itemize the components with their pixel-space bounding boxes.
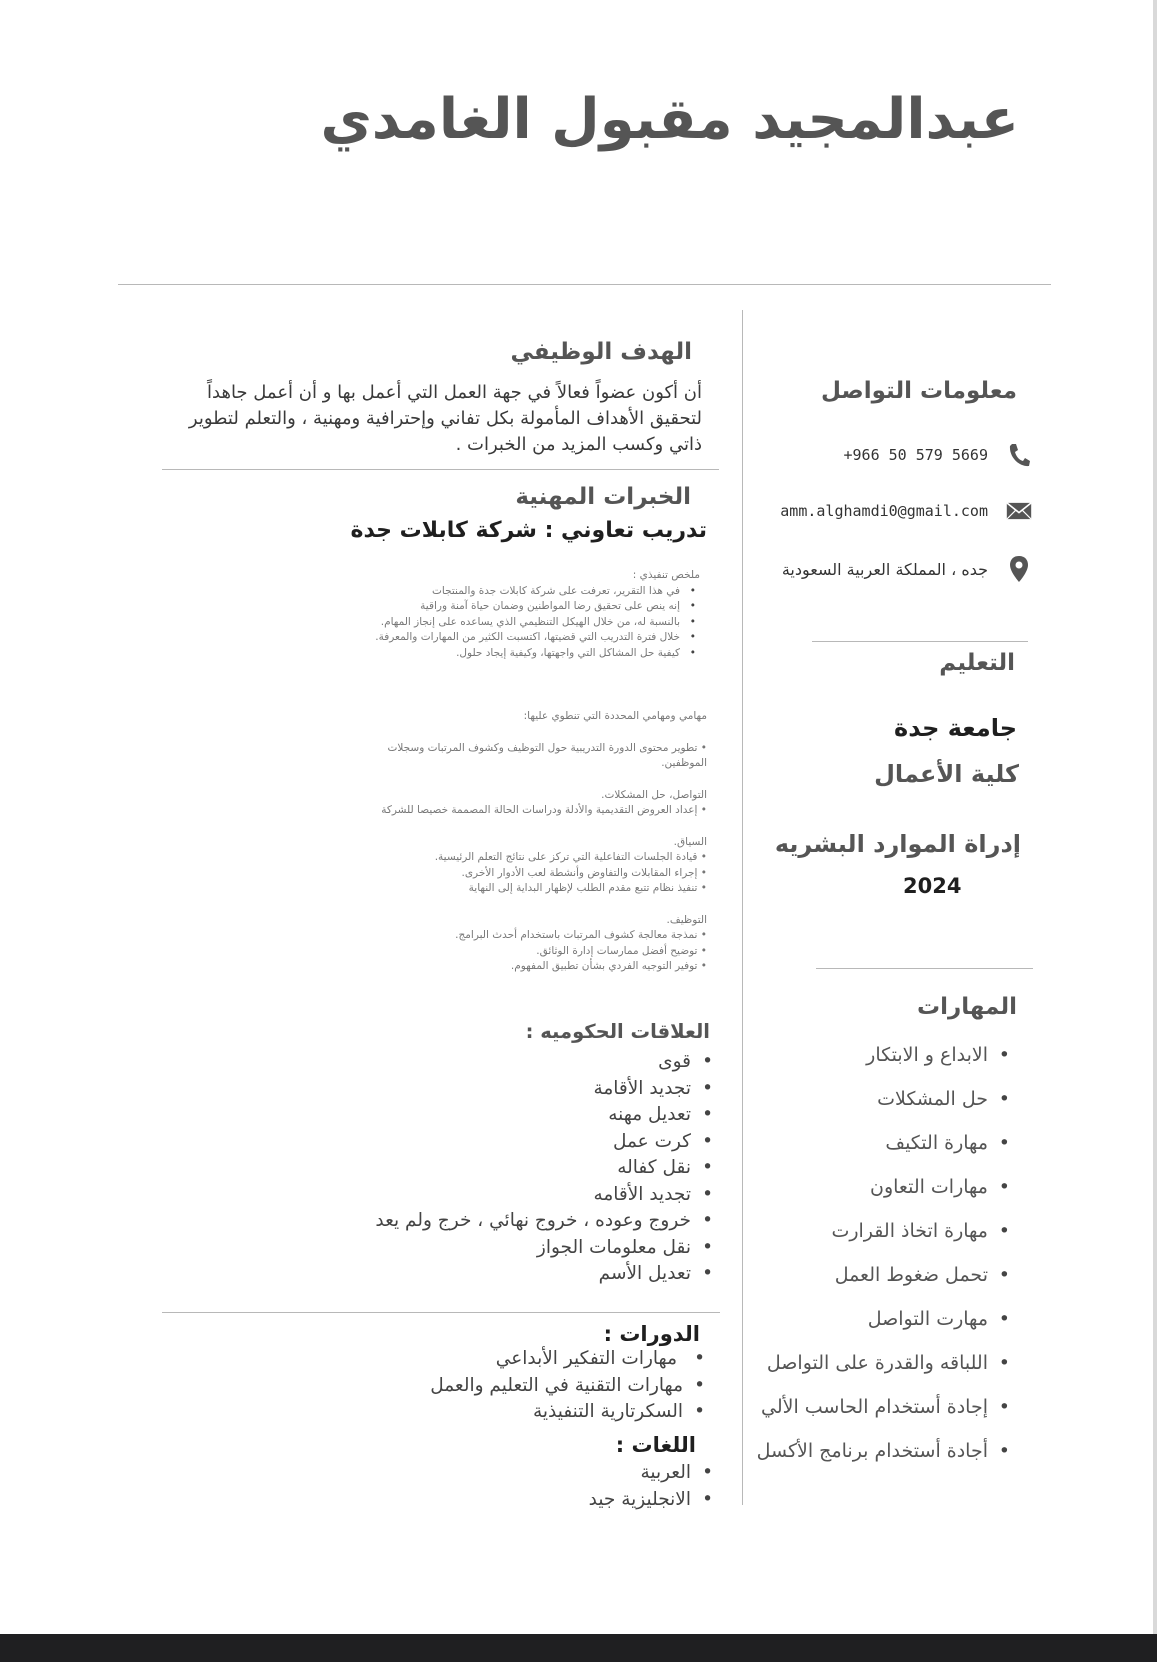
task-item: • تطوير محتوى الدورة التدريبية حول التوظيف وكشوف المرتبات وسجلات الموظفين. xyxy=(387,741,707,769)
languages-list xyxy=(415,1460,715,1513)
objective-heading: الهدف الوظيفي xyxy=(510,339,692,365)
candidate-name: عبدالمجيد مقبول الغامدي xyxy=(320,87,1019,152)
comm-item: • إعداد العروض التقديمية والأدلة ودراسات الحالة المصممة خصيصا للشركة xyxy=(381,804,707,816)
context-label: السياق. xyxy=(673,835,707,848)
summary-label: ملخص تنفيذي : xyxy=(632,569,700,581)
language-item: • الانجليزية جيد xyxy=(415,1487,691,1514)
skill-item: • مهارة اتخاذ القرارت xyxy=(612,1209,988,1253)
hiring-item: • نمذجة معالجة كشوف المرتبات باستخدام أحدث البرامج. xyxy=(455,929,707,941)
hiring-item: • توفير التوجيه الفردي بشأن تطبيق المفهوم. xyxy=(510,960,707,972)
location-text: جده ، المملكة العربية السعودية xyxy=(781,559,988,579)
skill-item: • مهارات التعاون xyxy=(612,1165,988,1209)
email-address[interactable]: amm.alghamdi0@gmail.com xyxy=(780,502,988,520)
languages-heading: اللغات : xyxy=(615,1433,696,1457)
contact-phone-row xyxy=(844,440,1033,470)
course-item: • السكرتارية التنفيذية xyxy=(307,1399,683,1426)
university-name: جامعة جدة xyxy=(894,714,1017,742)
objective-divider xyxy=(162,469,719,470)
government-item: • نقل معلومات الجواز xyxy=(295,1235,691,1262)
government-item: • تعديل الأسم xyxy=(295,1261,691,1288)
experience-tasks xyxy=(362,709,707,975)
courses-heading: الدورات : xyxy=(603,1322,700,1346)
education-divider xyxy=(812,641,1028,642)
government-item: • تجديد الأقامة xyxy=(295,1076,691,1103)
skills-heading: المهارات xyxy=(917,994,1017,1020)
government-item: • تعديل مهنه xyxy=(295,1102,691,1129)
hiring-item: • توضيح أفضل ممارسات إدارة الوثائق. xyxy=(536,944,707,957)
contact-email-row xyxy=(780,496,1032,526)
skill-item: • مهارة التكيف xyxy=(612,1121,988,1165)
government-list xyxy=(295,1049,715,1288)
phone-icon xyxy=(1006,442,1032,468)
government-divider xyxy=(162,1312,720,1313)
summary-item: • كيفية حل المشاكل التي واجهتها، وكيفية إيجاد حلول. xyxy=(365,646,680,662)
skill-item: • مهارت التواصل xyxy=(612,1297,988,1341)
course-item: • مهارات التقنية في التعليم والعمل xyxy=(307,1373,683,1400)
college-name: كلية الأعمال xyxy=(874,760,1019,788)
experience-heading: الخبرات المهنية xyxy=(515,484,691,510)
tasks-label: مهامي ومهامي المحددة التي تنطوي عليها: xyxy=(523,710,707,722)
summary-item: • في هذا التقرير، تعرفت على شركة كابلات جدة والمنتجات xyxy=(365,584,680,600)
government-item: • نقل كفاله xyxy=(295,1155,691,1182)
comm-label: التواصل، حل المشكلات. xyxy=(601,788,707,801)
skills-divider xyxy=(816,968,1033,969)
government-item: • قوى xyxy=(295,1049,691,1076)
skill-item: • تحمل ضغوط العمل xyxy=(612,1253,988,1297)
objective-text: أن أكون عضواً فعالاً في جهة العمل التي أعمل بها و أن أعمل جاهداً لتحقيق الأهداف المأمولة بكل تفاني وإحترافية ومهنية ، والتعلم لتطوير ذاتي وكسب المزيد من الخبرات . xyxy=(188,382,702,455)
experience-title: تدريب تعاوني : شركة كابلات جدة xyxy=(350,518,707,543)
course-item: • مهارات التفكير الأبداعي xyxy=(307,1346,683,1373)
phone-number[interactable]: +966 50 579 5669 xyxy=(843,446,988,464)
government-heading: العلاقات الحكوميه : xyxy=(525,1020,710,1043)
courses-list xyxy=(307,1346,707,1426)
header-divider xyxy=(118,284,1051,285)
contact-location-row xyxy=(782,554,1032,584)
page-edge xyxy=(1153,0,1157,1635)
footer-bar xyxy=(0,1634,1157,1662)
government-item: • تجديد الأقامه xyxy=(295,1182,691,1209)
experience-details xyxy=(365,568,700,661)
summary-item: • خلال فترة التدريب التي قضيتها، اكتسبت الكثير من المهارات والمعرفة. xyxy=(365,630,680,646)
summary-item: • إنه ينص على تحقيق رضا المواطنين وضمان حياة آمنة وراقية xyxy=(365,599,680,615)
skill-item: • أجادة أستخدام برنامج الأكسل xyxy=(612,1429,988,1473)
context-item: • قيادة الجلسات التفاعلية التي تركز على نتائج التعلم الرئيسية. xyxy=(434,851,707,863)
context-item: • تنفيذ نظام تتبع مقدم الطلب لإظهار البداية إلى النهاية xyxy=(468,882,707,894)
skill-item: • حل المشكلات xyxy=(612,1077,988,1121)
context-item: • إجراء المقابلات والتفاوض وأنشطة لعب الأدوار الأخرى. xyxy=(461,866,707,879)
summary-item: • بالنسبة له، من خلال الهيكل التنظيمي الذي يساعده على إنجاز المهام. xyxy=(365,615,680,631)
education-heading: التعليم xyxy=(939,650,1015,676)
mail-icon xyxy=(1006,498,1032,524)
hiring-label: التوظيف. xyxy=(666,913,707,926)
government-item: • كرت عمل xyxy=(295,1129,691,1156)
major-name: إدراة الموارد البشريه xyxy=(774,830,1021,858)
skill-item: • اللباقه والقدرة على التواصل xyxy=(612,1341,988,1385)
skill-item: • إجادة أستخدام الحاسب الألي xyxy=(612,1385,988,1429)
contact-heading: معلومات التواصل xyxy=(821,378,1017,404)
skill-item: • الابداع و الابتكار xyxy=(612,1033,988,1077)
language-item: • العربية xyxy=(415,1460,691,1487)
government-item: • خروج وعوده ، خروج نهائي ، خرج ولم يعد xyxy=(295,1208,691,1235)
location-icon xyxy=(1006,556,1032,582)
graduation-year: 2024 xyxy=(903,874,962,898)
